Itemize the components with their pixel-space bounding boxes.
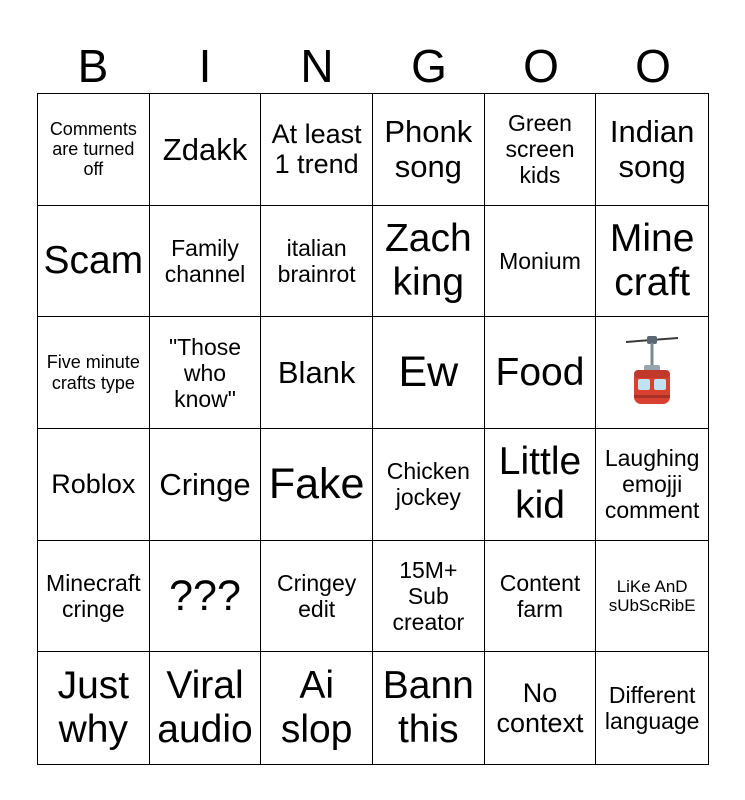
bingo-cell[interactable]	[485, 206, 597, 318]
bingo-cell-text: Comments are turned off	[49, 118, 137, 180]
bingo-cell-text: 15M+ Sub creator	[392, 557, 465, 635]
bingo-cell-text: At least 1 trend	[271, 118, 362, 180]
bingo-cell[interactable]	[261, 94, 373, 206]
bingo-cell[interactable]	[596, 317, 708, 429]
bingo-cell[interactable]	[596, 541, 708, 653]
bingo-cell-text: Roblox	[51, 469, 136, 500]
bingo-cell-text: Monium	[499, 248, 581, 274]
bingo-cell-text: Green screen kids	[505, 110, 575, 189]
header-letter: G	[411, 40, 447, 92]
bingo-cell[interactable]	[38, 317, 150, 429]
bingo-cell[interactable]	[485, 429, 597, 541]
bingo-cell-text: Content farm	[499, 570, 581, 622]
bingo-cell[interactable]	[261, 317, 373, 429]
bingo-cell-text: Fake	[268, 460, 365, 509]
bingo-cell-text: No context	[496, 677, 584, 739]
bingo-cell-text: Chicken jockey	[386, 458, 470, 511]
bingo-cell-text: ???	[169, 571, 241, 620]
bingo-cell[interactable]	[150, 652, 262, 764]
bingo-cell-text: Zach king	[384, 216, 472, 304]
bingo-cell[interactable]	[485, 652, 597, 764]
header-letter: I	[198, 40, 212, 92]
bingo-header	[37, 38, 709, 94]
header-letter: B	[77, 40, 109, 92]
bingo-cell[interactable]	[261, 206, 373, 318]
bingo-cell[interactable]	[485, 94, 597, 206]
bingo-cell[interactable]	[38, 206, 150, 318]
bingo-cell-text: Ai slop	[280, 664, 353, 752]
bingo-cell-text: Five minute crafts type	[46, 352, 140, 393]
bingo-cell-text: Viral audio	[157, 664, 253, 752]
bingo-cell[interactable]	[38, 94, 150, 206]
bingo-cell-text: "Those who know"	[168, 333, 242, 412]
bingo-cell[interactable]	[373, 429, 485, 541]
bingo-cell-text: Just why	[57, 664, 130, 752]
bingo-cell[interactable]	[596, 206, 708, 318]
bingo-cell-text: Little kid	[498, 440, 582, 528]
bingo-cell[interactable]	[261, 541, 373, 653]
bingo-cell-text: Scam	[43, 238, 144, 282]
bingo-cell[interactable]	[596, 429, 708, 541]
bingo-cell[interactable]	[485, 541, 597, 653]
bingo-cell[interactable]	[261, 652, 373, 764]
bingo-cell[interactable]	[150, 541, 262, 653]
bingo-cell[interactable]	[261, 429, 373, 541]
bingo-cell-text: Blank	[277, 355, 356, 391]
bingo-cell-text: Laughing emojji comment	[604, 445, 700, 524]
bingo-cell-text: Food	[495, 350, 585, 394]
bingo-cell[interactable]	[596, 652, 708, 764]
bingo-cell-text: Bann this	[382, 664, 474, 752]
bingo-cell[interactable]	[38, 652, 150, 764]
header-letter: O	[635, 40, 671, 92]
bingo-cell-text: Minecraft cringe	[46, 570, 141, 622]
bingo-cell-text: Mine craft	[609, 216, 695, 304]
bingo-cell-text: Cringey edit	[277, 570, 357, 622]
bingo-cell[interactable]	[596, 94, 708, 206]
bingo-cell-text: LiKe AnD sUbScRibE	[608, 576, 696, 615]
bingo-cell-text: Indian song	[609, 114, 695, 185]
bingo-cell-text: italian brainrot	[277, 235, 356, 287]
bingo-cell[interactable]	[373, 206, 485, 318]
bingo-cell-text: Zdakk	[162, 131, 248, 167]
header-letter: N	[300, 40, 334, 92]
bingo-cell-text: Phonk song	[384, 114, 473, 185]
bingo-cell[interactable]	[150, 94, 262, 206]
bingo-cell-text: Different language	[604, 682, 700, 735]
bingo-cell[interactable]	[150, 206, 262, 318]
bingo-cell-text: Ew	[398, 348, 459, 397]
header-letter: O	[523, 40, 559, 92]
bingo-cell[interactable]	[373, 317, 485, 429]
bingo-cell-text: Cringe	[159, 466, 251, 502]
bingo-cell[interactable]	[373, 94, 485, 206]
bingo-cell[interactable]	[38, 541, 150, 653]
aerial-tramway-icon	[626, 332, 678, 413]
bingo-cell[interactable]	[150, 317, 262, 429]
bingo-cell[interactable]	[373, 652, 485, 764]
bingo-cell[interactable]	[38, 429, 150, 541]
bingo-cell[interactable]	[150, 429, 262, 541]
bingo-board	[37, 93, 709, 765]
bingo-cell[interactable]	[373, 541, 485, 653]
bingo-cell[interactable]	[485, 317, 597, 429]
bingo-cell-text: Family channel	[164, 235, 246, 287]
